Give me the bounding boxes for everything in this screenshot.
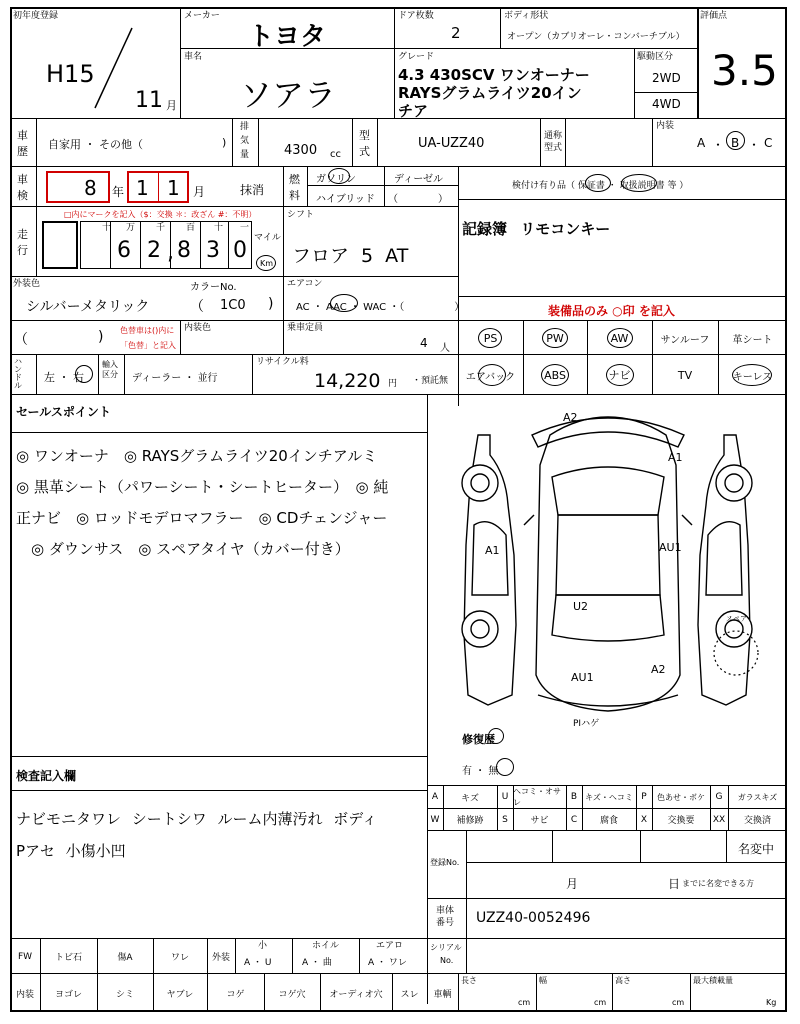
reg-until: までに名変できる方 [682,879,754,888]
doors-label: ドア枚数 [398,11,434,21]
wheels [462,465,752,647]
diag-spare: スペア [726,615,747,623]
interior-grade-c: C [764,136,773,150]
insp-d1: 8 [84,176,97,200]
legend-r1-8: G [715,792,723,802]
type-label-b: 式 [359,145,370,158]
equip-keyless-circle [732,364,772,386]
car-top-rear-window [552,595,664,641]
type-value: UA-UZZ40 [418,136,485,151]
color-change-note1: 色替車は()内に [120,326,175,335]
unit-jyuman: 十 [102,223,112,233]
mileage-mile: マイル [254,233,281,243]
bt-hgt-cm: cm [672,998,685,1007]
insp-month: 月 [193,185,206,199]
legend-r1-9: ガラスキズ [737,792,778,802]
equip-sunroof: サンルーフ [660,334,710,346]
sales-point-title: セールスポイント [16,405,111,419]
equip-abs: ABS [544,368,566,382]
fuel-paren: （ ） [388,194,448,205]
sales-line-2: ◎ 黒革シート（パワーシート・シートヒーター） ◎ 純 [16,478,389,496]
disp-label-a: 排 [240,122,250,132]
drive-4wd: 4WD [652,97,681,111]
shift-value: フロア 5 AT [292,245,409,267]
repair-value: 有 ・ 無 [462,766,499,777]
capacity-label: 乗車定員 [287,323,324,333]
score-label: 評価点 [700,11,728,21]
shift-label: シフト [287,210,315,220]
bt-int-0: ヨゴレ [54,989,82,1000]
bt-int-4: コゲ穴 [278,989,306,1000]
import-value: ディーラー ・ 並行 [132,373,218,384]
mileage-digit-3: 8 [177,238,191,263]
mileage-label-b: 行 [17,244,28,257]
bt-wid-cm: cm [594,998,607,1007]
name-change: 名変中 [738,842,775,856]
bt-aero: エアロ [376,941,404,951]
recycle-status: ・預託無 [412,376,449,386]
bt-serial: シリアル [430,943,462,952]
bt-small: 小 [258,941,268,951]
recycle-unit: 円 [388,379,398,389]
insp-box1 [46,171,110,203]
aircon-label: エアコン [287,279,323,289]
reg-label: 初年度登録 [13,11,59,21]
legend-r2-0: W [430,814,440,825]
bt-v-aero: A ・ ワレ [368,958,407,968]
unit-sen: 千 [156,223,166,233]
legend-r1-3: ヘコミ・オサレ [513,787,561,807]
color-no-open: （ [190,299,204,315]
bt-chip: トビ石 [54,953,82,963]
legend-r1-1: キズ [461,793,479,804]
bt-v-wheel: A ・ 曲 [302,958,332,968]
docs-value: 検付け有り品（ 保証書 ・ 取扱説明書 等 ） [512,181,689,191]
history-value: 自家用 ・ その他（ [48,138,143,151]
legend-r1-4: B [570,792,578,802]
insp-d3: 1 [167,176,180,200]
interior-grade-b-circle [726,131,745,150]
bt-dims: 車輌 [433,989,452,1000]
color-change-close: ) [98,329,104,345]
model-value: ソアラ [240,76,337,114]
mileage-label-a: 走 [17,228,28,241]
body-shape-value: オープン（カブリオーレ・コンバーチブル） [507,32,685,42]
maker-label: メーカー [184,11,220,21]
bt-wid: 幅 [539,976,547,985]
equip-ps-circle [478,328,502,348]
handle-right-circle [75,365,93,383]
color-no-value: 1C0 [220,298,246,313]
reg-day-lbl: 日 [668,877,681,891]
history-label-b: 歴 [17,145,28,158]
equip-ps: PS [483,331,498,345]
car-top-windshield [552,467,664,515]
model-label: 車名 [184,52,203,62]
fuel-gasoline: ガソリン [316,174,356,185]
unit-jyu: 十 [214,223,224,233]
notes-right: 記録簿 リモコンキー [462,220,611,238]
bt-serial-no: No. [440,956,454,965]
legend-r2-9: 交換済 [743,816,771,826]
mileage-digit-5: 0 [233,238,247,263]
fuel-label-a: 燃 [289,173,300,186]
chassis-label-b: 番号 [436,918,455,928]
fuel-diesel: ディーゼル [394,174,443,185]
diag-roof: U2 [573,600,589,613]
reg-month-lbl: 月 [566,877,579,891]
rear-bumper [538,695,678,706]
reg-month: 11 [135,88,163,113]
legend-r1-5: キズ・ヘコミ [585,792,633,802]
docs-warranty-circle [585,174,611,192]
insp-year: 年 [112,185,125,199]
reg-era: H15 [46,60,95,88]
insp-notes-line1: ナビモニタワレ シートシワ ルーム内薄汚れ ボディ [16,810,378,828]
bt-kg: Kg [766,998,777,1007]
ext-color-label: 外装色 [13,279,41,289]
aircon-aac-circle [330,294,358,312]
equipment-header: 装備品のみ ○印 を記入 [548,304,675,318]
mileage-digit-2: 2 [147,238,161,263]
equip-keyless: キーレス [732,371,773,383]
maker-value: トヨタ [248,22,327,52]
bt-int-6: スレ [400,989,419,1000]
insp-d2: 1 [136,176,149,200]
bt-hgt: 高さ [615,976,631,985]
interior-grade-b: B [731,136,740,150]
equip-abs-circle [541,364,569,386]
fuel-hybrid: ハイブリッド [316,194,375,205]
score-value: 3.5 [711,46,778,95]
grade-line1: 4.3 430SCV ワンオーナー [398,66,590,84]
diag-bottom: PIハゲ [573,719,600,729]
legend-r2-2: S [502,814,508,825]
reg-slash [90,26,140,111]
reg-month-suffix: 月 [166,99,177,112]
insp-label-b: 検 [17,189,28,202]
color-no-close: ) [268,296,274,312]
car-top-roof [556,515,660,595]
mileage-digit-1: 6 [117,238,131,263]
legend-r1-0: A [431,792,439,802]
reg-no-label: 登録No. [430,858,460,867]
drive-2wd: 2WD [652,71,681,85]
equip-navi: ナビ [608,369,631,382]
chassis-label-a: 車体 [436,906,455,916]
interior-grade-sep1: ・ [712,138,725,152]
chassis-value: UZZ40-0052496 [476,910,591,926]
diag-rear-left: AU1 [571,671,594,684]
sales-line-1: ◎ ワンオーナ ◎ RAYSグラムライツ20インチアルミ [16,447,378,465]
bt-crack: ワレ [170,953,189,963]
disp-label-b: 気 [240,136,250,146]
diag-left: A1 [485,544,500,557]
disp-label-c: 量 [240,150,250,160]
legend-r1-6: P [641,792,647,802]
insp-notes-line2: Pアセ 小傷小凹 [16,842,126,860]
aircon-value: AC ・ AAC ・ WAC ・（ ） [296,302,465,313]
unit-ichi: 一 [240,223,250,233]
equip-aw: AW [610,331,629,345]
interior-grade-label: 内装 [656,121,675,131]
mileage-digit-4: 3 [206,238,220,263]
grade-label: グレード [398,52,435,62]
bt-int-5: オーディオ穴 [329,989,383,1000]
interior-grade-sep2: ・ [748,138,761,152]
bt-v-small: A ・ U [244,958,272,968]
bt-int: 内装 [15,989,34,1000]
type-label-a: 型 [359,129,370,142]
interior-grade-a: A [697,136,706,150]
legend-r1-2: U [501,792,509,802]
mileage-mark-box [42,221,78,269]
drive-label: 駆動区分 [637,52,674,62]
equip-leather: 革シート [732,334,773,346]
bt-int-3: コゲ [226,989,245,1000]
mileage-comma: , [167,240,174,265]
handle-label: ハンドル [14,357,22,390]
common-type-label-a: 通称 [544,131,563,141]
mileage-note: □内にマークを記入（$：交換 ＊：改ざん #：不明） [64,210,257,219]
car-diagram [428,395,786,725]
color-change-open: （ [14,332,28,348]
equip-airbag-circle [478,364,506,386]
color-change-note2: 「色替」と記入 [120,341,176,350]
bt-len-cm: cm [518,998,531,1007]
legend-r2-8: XX [712,814,726,825]
equip-aw-circle [607,328,633,348]
repair-none-circle [496,758,514,776]
equip-airbag: エアバック [465,371,516,383]
legend-r2-7: 交換要 [667,816,695,826]
bt-int-1: シミ [115,989,134,1000]
fuel-gasoline-circle [328,168,350,184]
docs-manual-circle [621,174,657,192]
bt-fw: FW [17,951,33,962]
unit-hyaku: 百 [186,223,196,233]
diag-right: AU1 [659,541,682,554]
repair-label-circle [488,728,504,744]
equip-navi-circle [606,364,634,386]
diag-front-right: A1 [668,451,683,464]
doors-value: 2 [451,24,461,42]
import-label: 輸入区分 [102,360,118,379]
grade-line3: チア [398,102,429,120]
recycle-value: 14,220 [314,370,381,392]
bt-len: 長さ [461,976,477,985]
diag-top: A2 [563,411,578,424]
interior-color-label: 内装色 [184,323,212,333]
bt-dentA: 傷A [117,953,133,963]
legend-r1-7: 色あせ・ボケ [657,792,705,802]
handle-value: 左 ・ 右 [44,371,84,384]
equip-pw: PW [546,331,564,345]
sales-line-3: 正ナビ ◎ ロッドモデロマフラー ◎ CDチェンジャー [16,509,388,527]
equip-tv: TV [677,368,693,382]
repair-label: 修復歴 [462,733,495,746]
common-type-label-b: 型式 [544,143,563,153]
sales-line-4: ◎ ダウンサス ◎ スペアタイヤ（カバー付き） [16,540,350,558]
body-shape-label: ボディ形状 [504,11,549,21]
disp-unit: cc [330,149,341,160]
diag-rear-right: A2 [651,663,666,676]
bt-int-2: ヤブレ [166,989,194,1000]
equip-pw-circle [542,328,568,348]
bt-ext: 外装 [211,953,230,963]
history-close: ) [222,136,227,149]
mileage-km: Km [260,259,274,268]
bt-wheel: ホイル [312,941,340,951]
history-label-a: 車 [17,129,28,142]
legend-r2-3: サビ [530,816,549,826]
legend-r2-5: 腐食 [599,816,618,826]
recycle-label: リサイクル料 [256,357,309,367]
bt-weight: 最大積載量 [693,976,733,985]
color-no-label: カラーNo. [190,282,237,293]
legend-r2-6: X [640,814,648,825]
capacity-unit: 人 [440,343,450,354]
disp-value: 4300 [284,143,318,158]
fuel-label-b: 料 [289,189,300,202]
capacity-value: 4 [420,336,428,350]
insp-cancel: 抹消 [240,183,265,197]
legend-r2-4: C [570,814,578,825]
legend-r2-1: 補修跡 [456,816,484,826]
insp-notes-title: 検査記入欄 [16,769,77,783]
grade-line2: RAYSグラムライツ20イン [398,84,582,102]
insp-label-a: 車 [17,173,28,186]
ext-color-value: シルバーメタリック [26,299,150,315]
unit-man: 万 [126,223,136,233]
mileage-km-circle [256,255,276,271]
